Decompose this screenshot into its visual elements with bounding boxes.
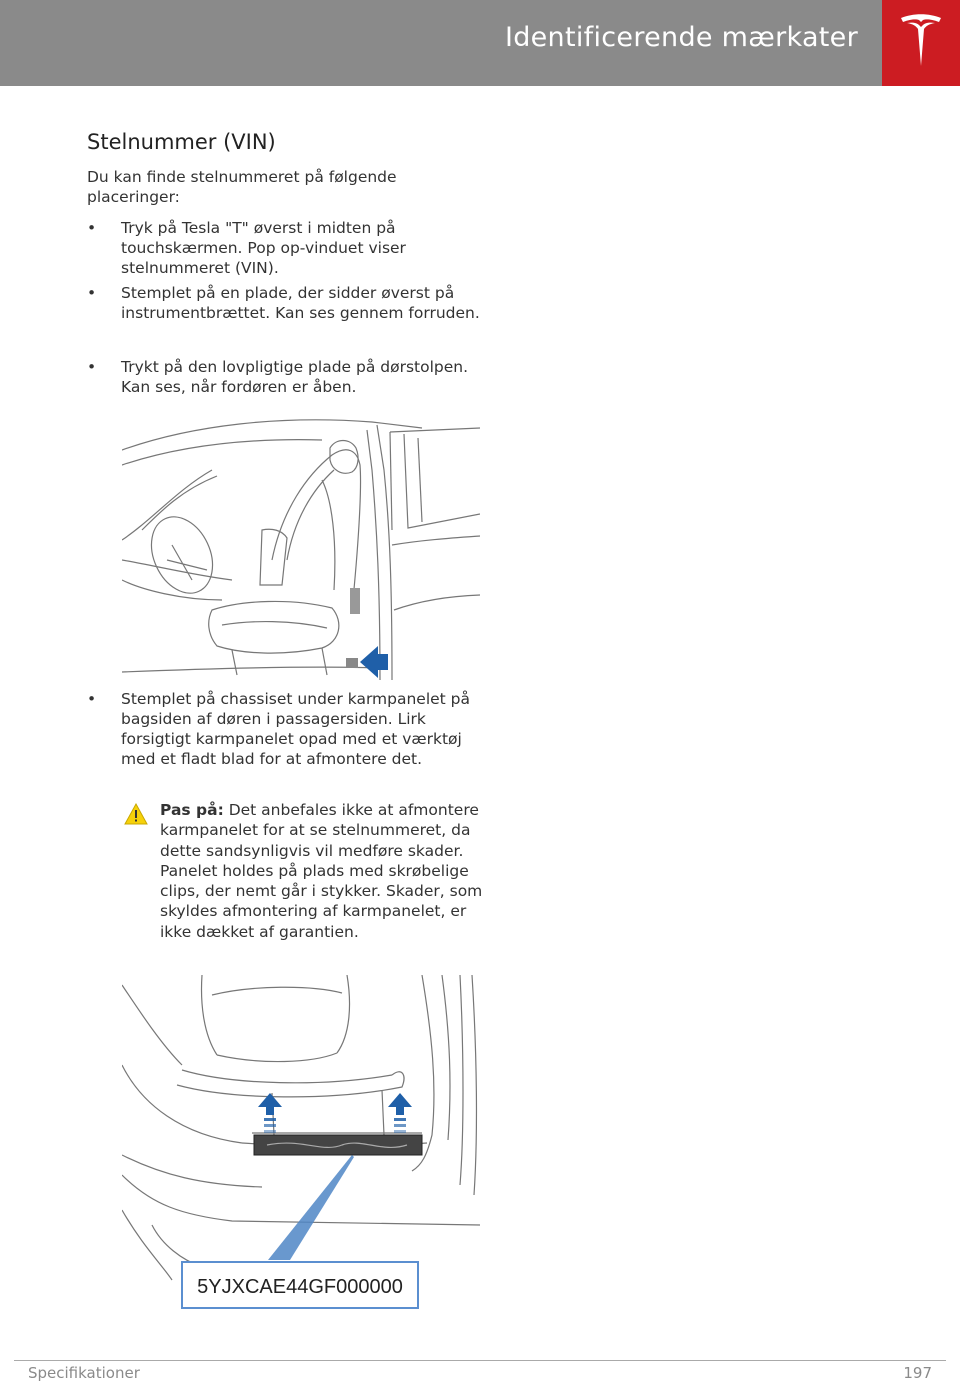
warning-triangle-icon bbox=[124, 803, 148, 830]
footer-divider bbox=[14, 1360, 946, 1361]
sill-panel-illustration bbox=[122, 975, 480, 1310]
bullet-marker: • bbox=[87, 358, 97, 376]
page-header-title: Identificerende mærkater bbox=[504, 22, 858, 53]
list-item-text: Tryk på Tesla "T" øverst i midten på touchskærmen. Pop op-vinduet viser stelnummeret (VIN). bbox=[121, 219, 406, 277]
list-item bbox=[87, 218, 487, 278]
page-number: 197 bbox=[903, 1364, 932, 1382]
warning-text: Det anbefales ikke at afmontere karmpanelet for at se stelnummeret, da dette sandsynligvis vil medføre skader. Panelet holdes på plads med skrøbelige clips, der nemt går i stykker. Skader, som skyldes afmontering af karmpanelet, er ikke dækket af garantien. bbox=[160, 801, 483, 941]
door-pillar-illustration bbox=[122, 410, 480, 680]
list-item bbox=[87, 689, 487, 769]
section-title: Stelnummer (VIN) bbox=[87, 130, 276, 154]
list-item bbox=[87, 283, 487, 323]
sill-panel-drawing bbox=[122, 975, 480, 1310]
list-item-text: Stemplet på en plade, der sidder øverst på instrumentbrættet. Kan ses gennem forruden. bbox=[121, 284, 480, 322]
vin-example-label: 5YJXCAE44GF000000 bbox=[197, 1276, 403, 1298]
page-header bbox=[0, 0, 960, 86]
arrow-up-icon bbox=[388, 1093, 412, 1133]
tesla-logo-icon bbox=[899, 14, 943, 70]
bullet-marker: • bbox=[87, 284, 97, 302]
list-item-text: Stemplet på chassiset under karmpanelet på bagsiden af døren i passagersiden. Lirk forsigtigt karmpanelet opad med et værktøj med et fladt blad for at afmontere det. bbox=[121, 690, 471, 768]
footer-section: Specifikationer bbox=[28, 1364, 140, 1382]
list-item bbox=[87, 357, 487, 397]
warning-label: Pas på: bbox=[160, 801, 224, 819]
bullet-marker: • bbox=[87, 690, 97, 708]
intro-paragraph: Du kan finde stelnummeret på følgende placeringer: bbox=[87, 168, 397, 206]
door-pillar-drawing bbox=[122, 410, 480, 680]
warning-note bbox=[124, 800, 484, 942]
tesla-logo bbox=[882, 0, 960, 86]
arrow-up-icon bbox=[258, 1093, 282, 1133]
list-item-text: Trykt på den lovpligtige plade på dørstolpen. Kan ses, når fordøren er åben. bbox=[121, 358, 469, 396]
bullet-marker: • bbox=[87, 219, 97, 237]
arrow-left-icon bbox=[360, 646, 388, 678]
